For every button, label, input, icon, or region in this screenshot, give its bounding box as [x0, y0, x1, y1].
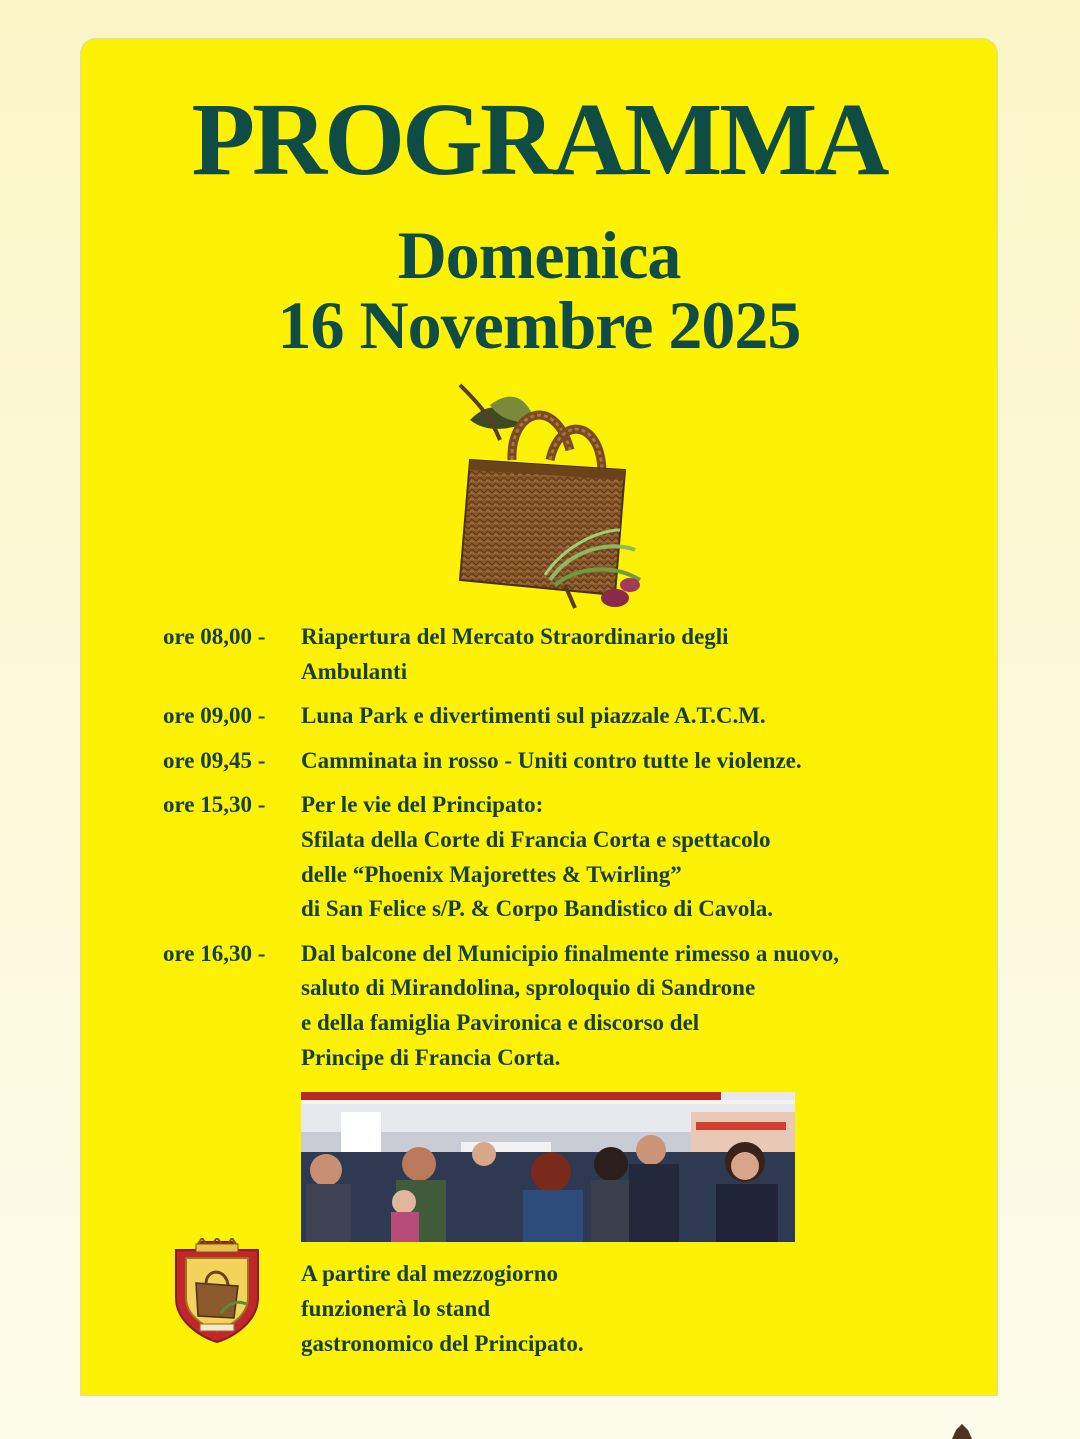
schedule-line: Per le vie del Principato:	[301, 792, 544, 818]
schedule-item	[163, 620, 963, 689]
schedule-time: ore 16,30 -	[163, 940, 266, 966]
schedule-line: e della famiglia Pavironica e discorso del	[301, 1009, 700, 1035]
schedule-item	[163, 744, 963, 779]
schedule-line: delle “Phoenix Majorettes & Twirling”	[301, 861, 682, 887]
market-crowd-photo	[301, 1092, 795, 1242]
schedule-line: Dal balcone del Municipio finalmente rimesso a nuovo,	[301, 940, 839, 966]
principato-crest-icon	[166, 1238, 268, 1344]
schedule-description	[301, 788, 963, 926]
note-line: funzionerà lo stand	[301, 1296, 491, 1321]
schedule-item	[163, 937, 963, 1075]
event-date: 16 Novembre 2025	[277, 287, 801, 363]
schedule-line: Principe di Francia Corta.	[301, 1044, 561, 1070]
food-stand-note	[301, 1256, 584, 1361]
event-date-heading	[80, 217, 998, 363]
crown-fragment-icon	[950, 1424, 974, 1439]
schedule-list	[163, 620, 963, 1085]
schedule-time: ore 08,00 -	[163, 624, 266, 649]
schedule-item	[163, 788, 963, 926]
schedule-description	[301, 937, 963, 1075]
note-line: A partire dal mezzogiorno	[301, 1261, 558, 1286]
poster-title: PROGRAMMA	[191, 82, 887, 197]
schedule-line: Ambulanti	[301, 658, 408, 684]
schedule-line: Camminata in rosso - Uniti contro tutte le violenze.	[301, 747, 802, 773]
schedule-time: ore 15,30 -	[163, 792, 266, 818]
wicker-basket-with-vegetables-icon	[430, 380, 650, 610]
schedule-time: ore 09,45 -	[163, 747, 266, 773]
poster	[80, 38, 998, 1396]
schedule-line: di San Felice s/P. & Corpo Bandistico di Cavola.	[301, 896, 773, 922]
schedule-time: ore 09,00 -	[163, 703, 266, 729]
note-line: gastronomico del Principato.	[301, 1331, 584, 1356]
schedule-description	[301, 744, 963, 779]
schedule-line: Riapertura del Mercato Straordinario degli	[301, 624, 729, 649]
schedule-line: Luna Park e divertimenti sul piazzale A.T.C.M.	[301, 703, 766, 729]
schedule-description	[301, 620, 963, 689]
schedule-description	[301, 699, 963, 734]
schedule-item	[163, 699, 963, 734]
schedule-line: saluto di Mirandolina, sproloquio di Sandrone	[301, 975, 756, 1001]
schedule-line: Sfilata della Corte di Francia Corta e spettacolo	[301, 826, 771, 852]
event-day: Domenica	[397, 217, 681, 293]
